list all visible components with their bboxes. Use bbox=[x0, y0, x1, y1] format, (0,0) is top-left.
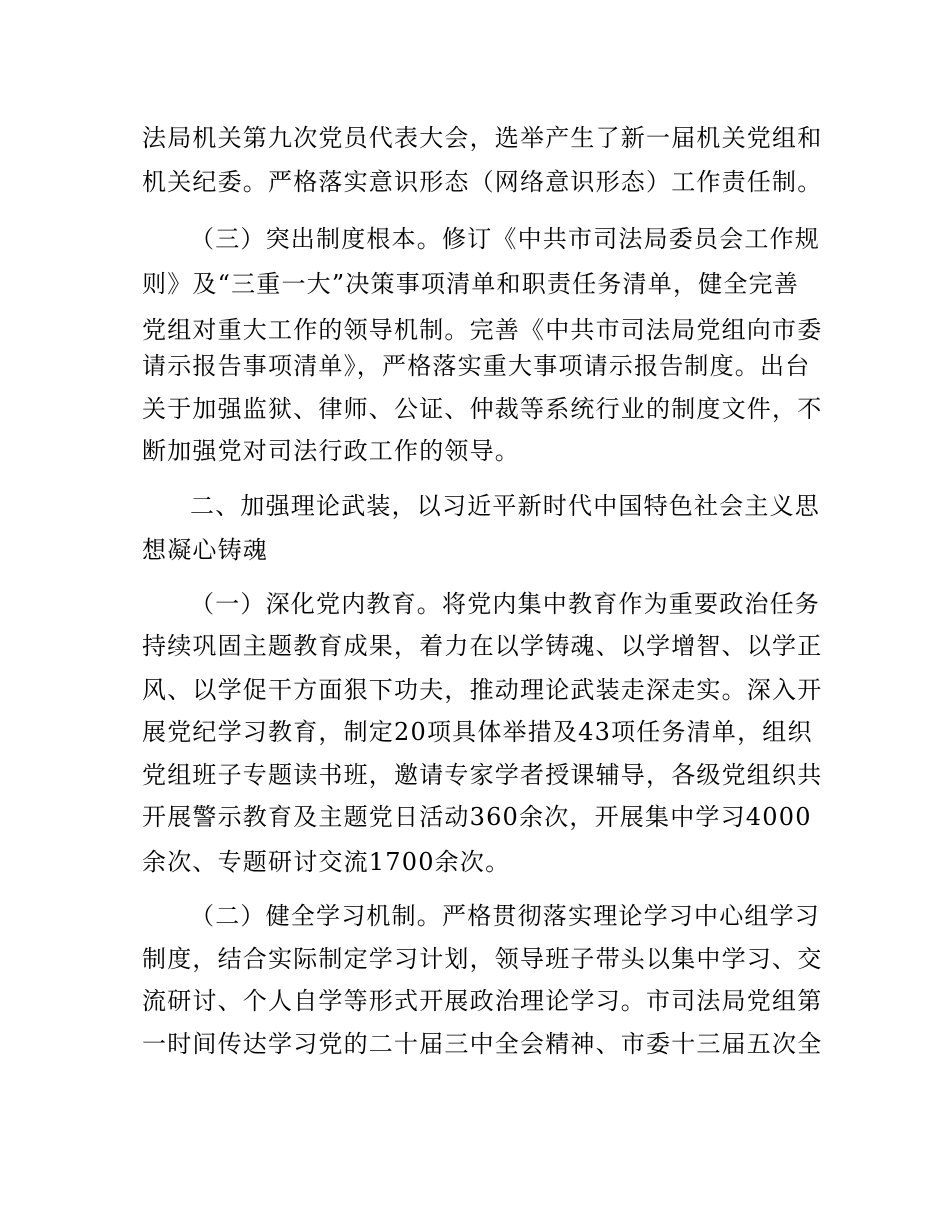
subsection-heading-line: （一）深化党内教育。将党内集中教育作为重要政治任务 bbox=[190, 590, 820, 618]
text-line: 一时间传达学习党的二十届三中全会精神、市委十三届五次全 bbox=[142, 1030, 823, 1058]
text-line: 流研讨、个人自学等形式开展政治理论学习。市司法局党组第 bbox=[142, 987, 823, 1015]
text-line: 余次、专题研讨交流1700余次。 bbox=[142, 848, 511, 876]
text-line: 断加强党对司法行政工作的领导。 bbox=[142, 437, 520, 465]
text-line: 则》及“三重一大”决策事项清单和职责任务清单，健全完善 bbox=[142, 270, 799, 298]
text-line: 展党纪学习教育，制定20项具体举措及43项任务清单，组织 bbox=[142, 718, 813, 746]
subsection-heading-line: （二）健全学习机制。严格贯彻落实理论学习中心组学习 bbox=[190, 902, 820, 930]
text-line: 开展警示教育及主题党日活动360余次，开展集中学习4000 bbox=[142, 803, 812, 831]
text-line: 党组班子专题读书班，邀请专家学者授课辅导，各级党组织共 bbox=[142, 761, 823, 789]
text-line: 关于加强监狱、律师、公证、仲裁等系统行业的制度文件，不 bbox=[142, 395, 823, 423]
section-heading-line: 二、加强理论武装，以习近平新时代中国特色社会主义思 bbox=[190, 492, 820, 520]
text-line: 法局机关第九次党员代表大会，选举产生了新一届机关党组和 bbox=[142, 124, 823, 152]
text-line: 制度，结合实际制定学习计划，领导班子带头以集中学习、交 bbox=[142, 945, 823, 973]
text-line: 党组对重大工作的领导机制。完善《中共市司法局党组向市委 bbox=[142, 316, 823, 344]
text-line: 机关纪委。严格落实意识形态（网络意识形态）工作责任制。 bbox=[142, 168, 823, 196]
subsection-heading-line: （三）突出制度根本。修订《中共市司法局委员会工作规 bbox=[190, 225, 820, 253]
text-line: 持续巩固主题教育成果，着力在以学铸魂、以学增智、以学正 bbox=[142, 632, 823, 660]
text-line: 请示报告事项清单》，严格落实重大事项请示报告制度。出台 bbox=[142, 352, 811, 380]
section-heading-line: 想凝心铸魂 bbox=[142, 536, 268, 564]
text-line: 风、以学促干方面狠下功夫，推动理论武装走深走实。深入开 bbox=[142, 676, 823, 704]
